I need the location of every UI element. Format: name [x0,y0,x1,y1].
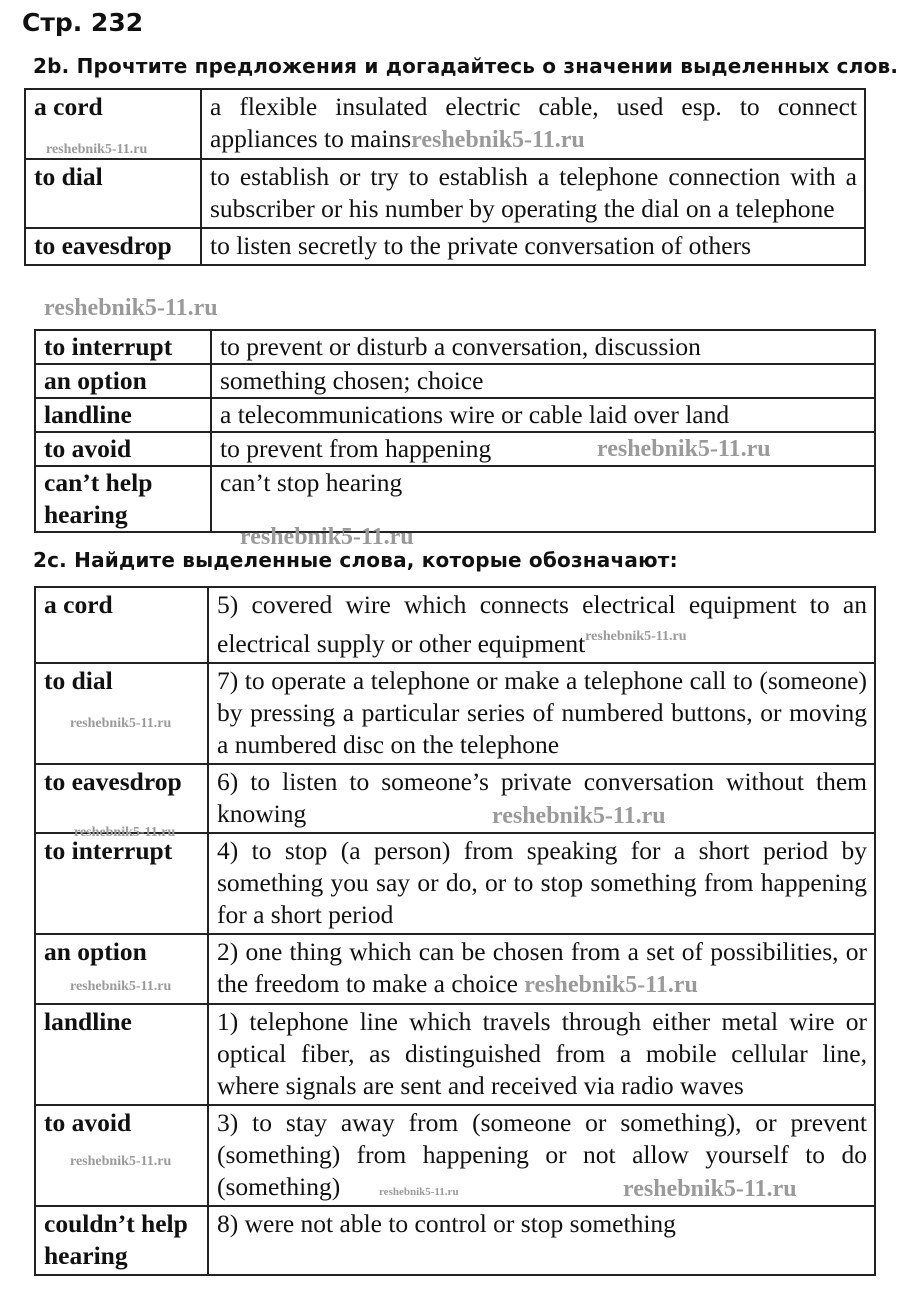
table-row [25,228,865,265]
term-cell [35,364,211,398]
term-text: landline [44,1007,132,1036]
definition-text: 5) covered wire which connects electrical equipment to an electrical supply or other equipment [217,590,867,658]
definition-text: 4) to stop (a person) from speaking for a short period by something you say or do, or to stop something from happening for a short period [217,836,867,929]
definition-cell [208,764,875,833]
term-cell [35,833,208,934]
definition-text: 2) one thing which can be chosen from a set of possibilities, or the freedom to make a choice [217,937,867,998]
term-text: to avoid [44,1108,132,1137]
term-text: to interrupt [44,332,173,361]
term-cell [25,89,201,159]
term-cell [35,330,211,364]
definition-text: can’t stop hearing [220,468,403,497]
definition-text: to listen secretly to the private conversation of others [210,231,752,260]
definition-cell [211,330,875,364]
definition-text: a telecommunications wire or cable laid over land [220,400,730,429]
definition-text: to prevent or disturb a conversation, discussion [220,332,701,361]
watermark: reshebnik5-11.ru [46,142,148,157]
watermark: reshebnik5-11.ru [524,972,698,998]
page-title: Стр. 232 [22,8,144,37]
definition-cell [208,833,875,934]
definition-cell [208,1004,875,1105]
table-row [35,398,875,432]
table-row [35,1105,875,1206]
table-row [35,663,875,764]
watermark: reshebnik5-11.ru [411,127,585,153]
definition-cell [201,159,865,228]
watermark: reshebnik5-11.ru [379,1186,459,1198]
table-row [35,330,875,364]
table-row [35,934,875,1004]
term-text: can’t help hearing [44,468,153,529]
table-row [25,89,865,159]
definition-cell [208,1206,875,1275]
term-cell [35,432,211,466]
task-2c-heading: 2c. Найдите выделенные слова, которые обозначают: [33,548,678,572]
watermark: reshebnik5-11.ru [623,1176,797,1202]
task-2b-heading: 2b. Прочтите предложения и догадайтесь о значении выделенных слов. [33,54,899,78]
term-cell [35,398,211,432]
definition-cell [201,89,865,159]
definition-cell [211,466,875,532]
term-text: an option [44,366,147,395]
term-cell [35,663,208,764]
table-row [35,1206,875,1275]
term-text: to eavesdrop [34,231,172,260]
table-row [35,587,875,663]
definition-cell [211,398,875,432]
definition-text: to establish or try to establish a telephone connection with a subscriber or his number by operating the dial on a telephone [210,162,857,223]
term-text: landline [44,400,132,429]
table-row [25,159,865,228]
watermark: reshebnik5-11.ru [74,825,176,840]
term-cell [25,159,201,228]
term-text: to dial [44,666,113,695]
term-text: a cord [44,590,113,619]
definition-cell [201,228,865,265]
term-cell [35,587,208,663]
term-cell [35,1206,208,1275]
definition-cell [211,364,875,398]
definition-text: to prevent from happening [220,434,492,463]
definition-cell [208,663,875,764]
table-row [35,764,875,833]
table-row [35,1004,875,1105]
definition-text: 7) to operate a telephone or make a telephone call to (someone) by pressing a particular series of numbered buttons, or moving a numbered disc on the telephone [217,666,867,759]
term-text: couldn’t help hearing [44,1209,188,1270]
term-cell [25,228,201,265]
definition-cell [208,934,875,1004]
term-cell [35,764,208,840]
vocab-table-2b-part1 [24,88,866,266]
definition-text: 8) were not able to control or stop something [217,1209,676,1238]
term-text: to interrupt [44,836,173,865]
term-text: a cord [34,92,103,121]
table-row [35,833,875,934]
term-cell [35,466,211,532]
watermark: reshebnik5-11.ru [240,524,414,550]
definition-text: 6) to listen to someone’s private conversation without them knowing [217,767,867,828]
definition-text: something chosen; choice [220,366,484,395]
watermark: reshebnik5-11.ru [492,803,666,829]
definition-text: 3) to stay away from (someone or something), or prevent (something) from happening or not allow yourself to do (something) [217,1108,867,1201]
definition-cell [208,1105,875,1206]
definition-cell [211,432,875,466]
watermark: reshebnik5-11.ru [70,1154,172,1169]
definition-text: a flexible insulated electric cable, used esp. to connect appliances to mains [210,92,857,153]
table-row [35,432,875,466]
term-text: to eavesdrop [44,767,182,796]
table-row [35,466,875,532]
watermark: reshebnik5-11.ru [585,629,687,644]
watermark: reshebnik5-11.ru [70,716,172,731]
term-text: to avoid [44,434,132,463]
watermark: reshebnik5-11.ru [70,979,172,994]
vocab-table-2c [34,586,876,1276]
vocab-table-2b-part2 [34,329,876,533]
term-text: an option [44,937,147,966]
watermark: reshebnik5-11.ru [597,436,771,462]
term-cell [35,1105,208,1206]
term-cell [35,1004,208,1105]
term-text: to dial [34,162,103,191]
definition-cell [208,587,875,663]
definition-text: 1) telephone line which travels through either metal wire or optical fiber, as distinguished from a mobile cellular line, where signals are sent and received via radio waves [217,1007,867,1100]
watermark: reshebnik5-11.ru [44,295,218,321]
term-cell [35,934,208,1004]
table-row [35,364,875,398]
